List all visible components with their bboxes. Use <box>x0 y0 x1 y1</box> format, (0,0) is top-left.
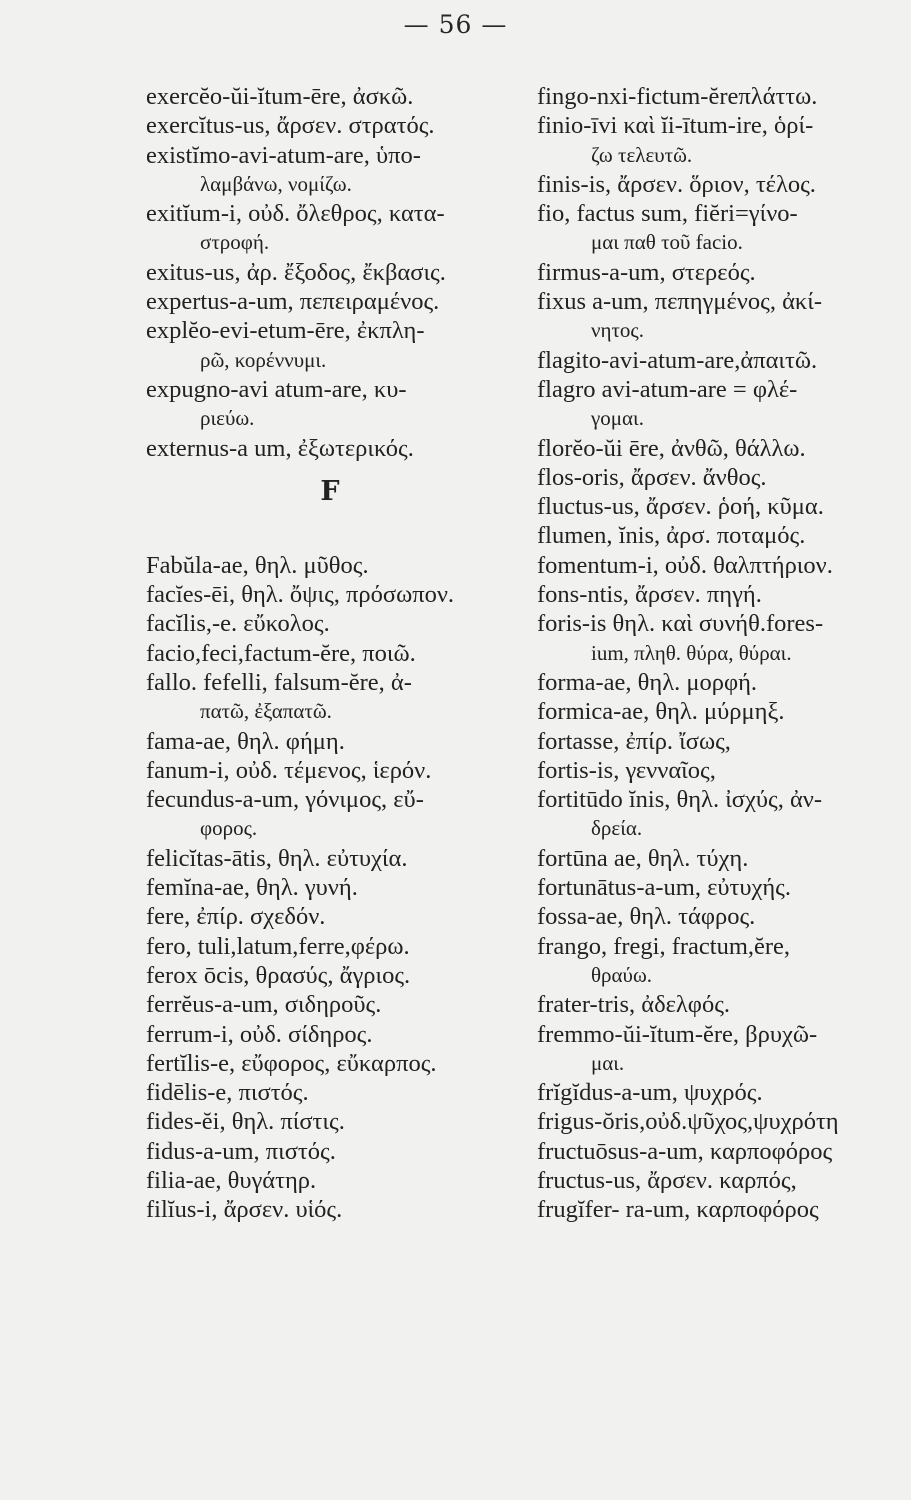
page-number: — 56 — <box>403 10 508 39</box>
dictionary-entry: fortasse, ἐπίρ. ἴσως, <box>537 727 731 755</box>
entry-continuation: δρεία. <box>591 816 643 841</box>
entry-continuation: ζω τελευτῶ. <box>591 142 693 167</box>
dictionary-entry: fortis-is, γενναῖος, <box>537 756 716 784</box>
dictionary-entry: frango, fregi, fractum,ĕre, <box>537 932 791 960</box>
dictionary-entry: expugno-avi atum-are, κυ- <box>146 375 407 403</box>
dictionary-entry: flagro avi-atum-are = φλέ- <box>537 375 798 403</box>
dictionary-entry: exercĕo-ŭi-ĭtum-ēre, ἀσκῶ. <box>146 83 414 110</box>
dictionary-entry: ferrĕus-a-um, σιδηροῦς. <box>146 991 382 1019</box>
dictionary-entry: fomentum-i, οὐδ. θαλπτήριον. <box>537 551 833 579</box>
blank-line <box>146 521 524 550</box>
dictionary-entry: fama-ae, θηλ. φήμη. <box>146 727 345 755</box>
dictionary-entry: foris-is θηλ. καὶ συνήθ.fores- <box>537 610 824 638</box>
dictionary-entry: facĭlis,-e. εὔκολος. <box>146 610 330 638</box>
entry-continuation: ριεύω. <box>200 406 255 431</box>
dictionary-entry: fructus-us, ἄρσεν. καρπός, <box>537 1166 797 1194</box>
dictionary-entry: formica-ae, θηλ. μύρμηξ. <box>537 698 785 726</box>
dictionary-entry: femĭna-ae, θηλ. γυνή. <box>146 874 358 902</box>
dictionary-entry: ferrum-i, οὐδ. σίδηρος. <box>146 1020 373 1048</box>
dictionary-entry: existĭmo-avi-atum-are, ὑπο- <box>146 141 421 169</box>
dictionary-entry: fortūna ae, θηλ. τύχη. <box>537 844 749 872</box>
dictionary-entry: exercĭtus-us, ἄρσεν. στρατός. <box>146 112 435 140</box>
dictionary-entry: fluctus-us, ἄρσεν. ῥοή, κῦμα. <box>537 493 824 521</box>
dictionary-entry: flumen, ĭnis, ἀρσ. ποταμός. <box>537 522 806 550</box>
dictionary-entry: fanum-i, οὐδ. τέμενος, ἱερόν. <box>146 756 432 784</box>
entry-continuation: μαι παθ τοῦ facio. <box>591 230 743 255</box>
dictionary-entry: fidus-a-um, πιστός. <box>146 1137 336 1165</box>
dictionary-entry: felicĭtas-ātis, θηλ. εὐτυχία. <box>146 844 408 872</box>
dictionary-entry: filĭus-i, ἄρσεν. υἱός. <box>146 1196 343 1224</box>
dictionary-entry: fixus a-um, πεπηγμένος, ἀκί- <box>537 288 823 316</box>
dictionary-entry: fingo-nxi-fictum-ĕreπλάττω. <box>537 83 818 110</box>
dictionary-entry: fidēlis-e, πιστός. <box>146 1079 309 1107</box>
dictionary-entry: fructuōsus-a-um, καρποφόρος <box>537 1137 833 1165</box>
dictionary-entry: exitĭum-i, οὐδ. ὄλεθρος, κατα- <box>146 200 445 228</box>
dictionary-entry: flagito-avi-atum-are,ἀπαιτῶ. <box>537 346 818 374</box>
dictionary-entry: exitus-us, ἀρ. ἔξοδος, ἔκβασις. <box>146 258 446 286</box>
right-column <box>537 82 911 1225</box>
entry-continuation: πατῶ, ἐξαπατῶ. <box>200 699 332 724</box>
dictionary-entry: fio, factus sum, fiĕri=γίνο- <box>537 200 798 228</box>
dictionary-entry: externus-a um, ἐξωτερικός. <box>146 434 414 462</box>
dictionary-entry: fides-ĕi, θηλ. πίστις. <box>146 1108 345 1136</box>
dictionary-entry: fremmo-ŭi-ĭtum-ĕre, βρυχῶ- <box>537 1020 818 1048</box>
entry-continuation: φορος. <box>200 816 258 841</box>
dictionary-entry: fecundus-a-um, γόνιμος, εὔ- <box>146 786 424 814</box>
dictionary-entry: florĕo-ŭi ēre, ἀνθῶ, θάλλω. <box>537 434 806 462</box>
dictionary-entry: fortunātus-a-um, εὐτυχής. <box>537 874 791 902</box>
entry-continuation: ρῶ, κορέννυμι. <box>200 347 327 372</box>
entry-continuation: μαι. <box>591 1050 625 1075</box>
entry-continuation: γομαι. <box>591 406 644 431</box>
dictionary-entry: forma-ae, θηλ. μορφή. <box>537 668 758 696</box>
dictionary-entry: facĭes-ēi, θηλ. ὄψις, πρόσωπον. <box>146 581 455 609</box>
dictionary-entry: facio,feci,factum-ĕre, ποιῶ. <box>146 639 416 667</box>
dictionary-entry: expertus-a-um, πεπειραμένος. <box>146 288 440 316</box>
dictionary-entry: fero, tuli,latum,ferre,φέρω. <box>146 932 410 960</box>
dictionary-entry: explĕo-evi-etum-ēre, ἐκπλη- <box>146 317 425 345</box>
dictionary-entry: fortitūdo ĭnis, θηλ. ἰσχύς, ἀν- <box>537 786 823 814</box>
dictionary-entry: firmus-a-um, στερεός. <box>537 258 756 286</box>
dictionary-entry: finis-is, ἄρσεν. ὅριον, τέλος. <box>537 170 816 198</box>
entry-continuation: στροφή. <box>200 230 270 255</box>
dictionary-entry: finio-īvi καὶ ĭi-ītum-ire, ὁρί- <box>537 112 814 140</box>
dictionary-entry: fertĭlis-e, εὔφορος, εὔκαρπος. <box>146 1049 437 1077</box>
left-column <box>146 82 524 1225</box>
dictionary-entry: frugĭfer- ra-um, καρποφόρος <box>537 1196 819 1224</box>
entry-continuation: ium, πληθ. θύρα, θύραι. <box>591 640 792 665</box>
section-letter-heading: F <box>320 475 340 507</box>
dictionary-entry: frater-tris, ἀδελφός. <box>537 991 731 1019</box>
dictionary-entry: flos-oris, ἄρσεν. ἄνθος. <box>537 463 767 491</box>
dictionary-entry: fossa-ae, θηλ. τάφρος. <box>537 903 756 931</box>
dictionary-entry: fons-ntis, ἄρσεν. πηγή. <box>537 581 762 609</box>
dictionary-entry: fallo. fefelli, falsum-ĕre, ἀ- <box>146 668 412 696</box>
entry-continuation: θραύω. <box>591 962 653 987</box>
entry-continuation: λαμβάνω, νομίζω. <box>200 171 352 196</box>
dictionary-entry: frigus-ŏris,οὐδ.ψῦχος,ψυχρότη <box>537 1108 839 1136</box>
dictionary-entry: frĭgĭdus-a-um, ψυχρός. <box>537 1079 763 1107</box>
dictionary-entry: Fabŭla-ae, θηλ. μῦθος. <box>146 551 369 579</box>
entry-continuation: νητος. <box>591 318 644 343</box>
dictionary-entry: filia-ae, θυγάτηρ. <box>146 1166 317 1194</box>
dictionary-entry: fere, ἐπίρ. σχεδόν. <box>146 903 326 931</box>
dictionary-entry: ferox ōcis, θρασύς, ἄγριος. <box>146 961 411 989</box>
